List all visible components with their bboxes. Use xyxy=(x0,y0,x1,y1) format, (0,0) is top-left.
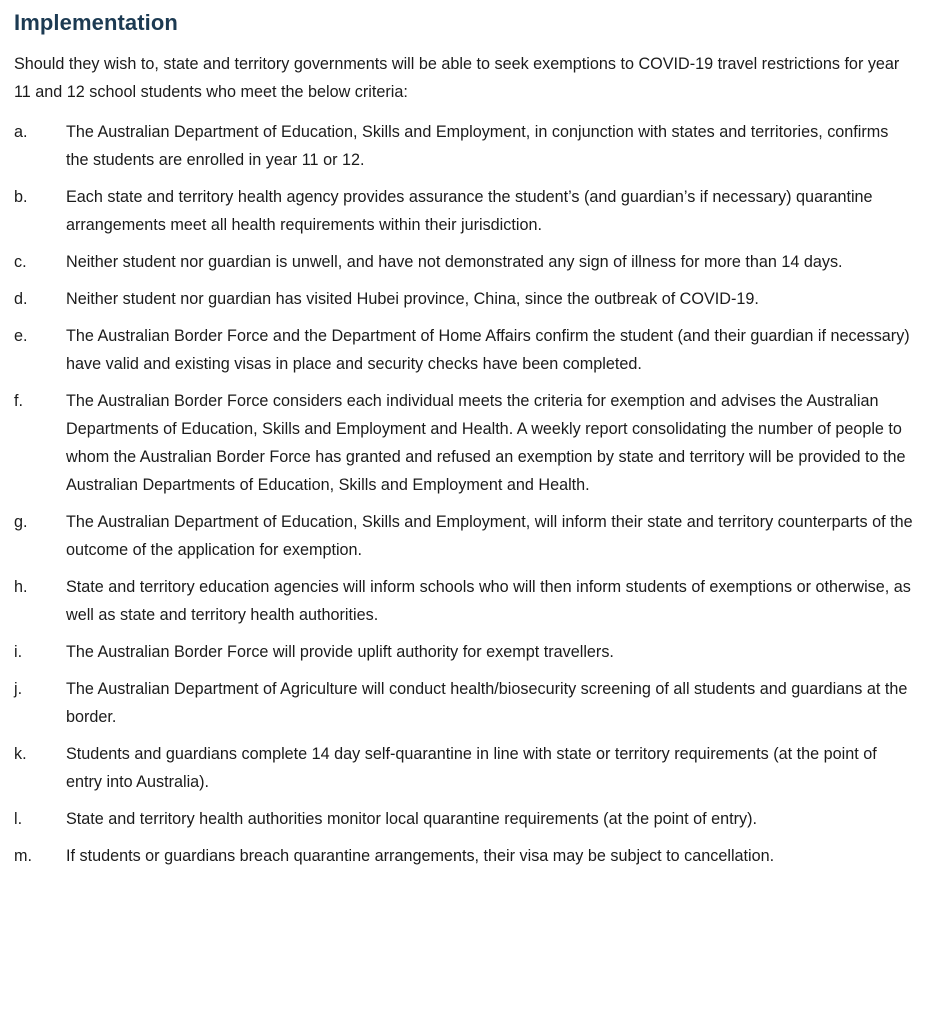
intro-paragraph: Should they wish to, state and territory governments will be able to seek exemptions to COVID-19 travel restrictions for year 11 and 12 school students who meet the below criteria: xyxy=(14,55,900,101)
list-item xyxy=(14,573,915,629)
list-item-text: Neither student nor guardian has visited Hubei province, China, since the outbreak of COVID-19. xyxy=(66,290,759,308)
list-item-marker: b. xyxy=(14,188,28,206)
list-item-marker: h. xyxy=(14,578,28,596)
list-item-text: State and territory education agencies will inform schools who will then inform students of exemptions or otherwise, as well as state and territory health authorities. xyxy=(66,578,911,624)
list-item xyxy=(14,508,915,564)
list-item-marker: i. xyxy=(14,643,23,661)
list-item-marker: m. xyxy=(14,847,32,865)
list-item xyxy=(14,322,915,378)
list-item-marker: c. xyxy=(14,253,27,271)
list-item xyxy=(14,118,915,174)
page-title: Implementation xyxy=(14,10,178,35)
list-item xyxy=(14,805,915,833)
list-item-marker: d. xyxy=(14,290,28,308)
list-item-marker: g. xyxy=(14,513,28,531)
list-item-marker: f. xyxy=(14,392,23,410)
list-item-marker: j. xyxy=(14,680,23,698)
list-item xyxy=(14,285,915,313)
list-item-text: Each state and territory health agency provides assurance the student’s (and guardian’s if necessary) quarantine arrangements meet all health requirements within their jurisdiction. xyxy=(66,188,873,234)
list-item-text: If students or guardians breach quarantine arrangements, their visa may be subject to cancellation. xyxy=(66,847,775,865)
list-item-text: The Australian Border Force and the Department of Home Affairs confirm the student (and their guardian if necessary) have valid and existing visas in place and security checks have been completed. xyxy=(66,327,910,373)
list-item xyxy=(14,248,915,276)
list-item-marker: e. xyxy=(14,327,28,345)
list-item-text: Students and guardians complete 14 day self-quarantine in line with state or territory requirements (at the point of entry into Australia). xyxy=(66,745,877,791)
list-item xyxy=(14,638,915,666)
list-item-text: The Australian Border Force will provide uplift authority for exempt travellers. xyxy=(66,643,614,661)
list-item-marker: a. xyxy=(14,123,28,141)
list-item-text: Neither student nor guardian is unwell, and have not demonstrated any sign of illness for more than 14 days. xyxy=(66,253,843,271)
list-item xyxy=(14,842,915,870)
list-item xyxy=(14,183,915,239)
list-item-marker: l. xyxy=(14,810,23,828)
list-item xyxy=(14,387,915,499)
list-item-text: The Australian Department of Education, Skills and Employment, will inform their state and territory counterparts of the outcome of the application for exemption. xyxy=(66,513,913,559)
list-item-marker: k. xyxy=(14,745,27,763)
list-item xyxy=(14,740,915,796)
list-item xyxy=(14,675,915,731)
list-item-text: The Australian Department of Agriculture will conduct health/biosecurity screening of all students and guardians at the border. xyxy=(66,680,908,726)
list-item-text: The Australian Border Force considers each individual meets the criteria for exemption and advises the Australian Departments of Education, Skills and Employment and Health. A weekly report consolidating the number of people to whom the Australian Border Force has granted and refused an exemption by state and territory will be provided to the Australian Departments of Education, Skills and Employment and Health. xyxy=(66,392,906,494)
criteria-list xyxy=(14,118,915,870)
list-item-text: The Australian Department of Education, Skills and Employment, in conjunction with states and territories, confirms the students are enrolled in year 11 or 12. xyxy=(66,123,889,169)
list-item-text: State and territory health authorities monitor local quarantine requirements (at the point of entry). xyxy=(66,810,758,828)
